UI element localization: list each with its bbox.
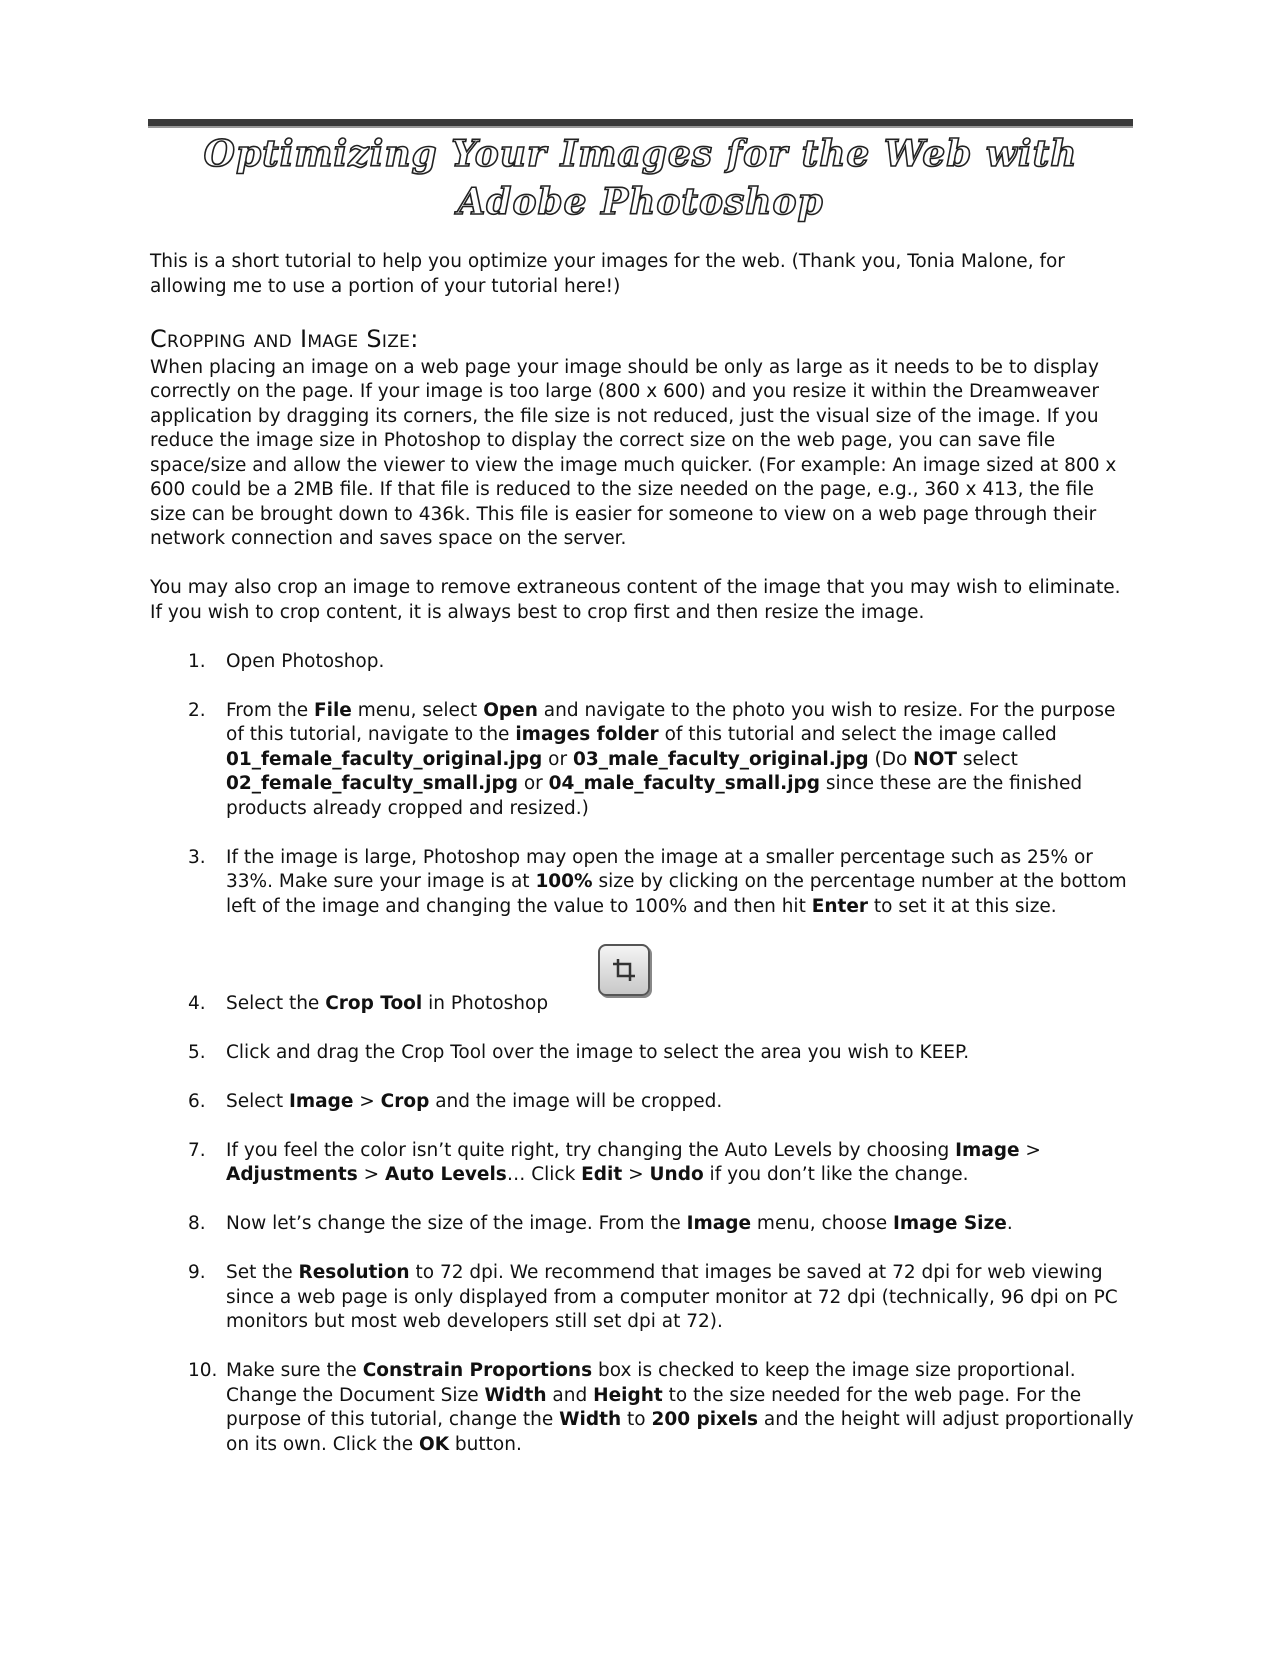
step-10 xyxy=(150,1359,1135,1457)
step-text: select xyxy=(957,748,1018,770)
step-text: Enter xyxy=(811,895,869,917)
step-number: 4. xyxy=(188,992,206,1014)
step-text: > xyxy=(357,1164,386,1185)
step-text: size by clicking on the percentage number at the bottom left of the image and changing the value to 100% and then hit xyxy=(226,871,1127,917)
step-text: OK xyxy=(418,1433,450,1455)
step-text: 01_female_faculty_original.jpg xyxy=(226,748,543,770)
step-text: to set it at this size. xyxy=(868,895,1057,917)
step-text: to the size needed for the web page. For the purpose of this tutorial, change the xyxy=(226,1384,1082,1430)
steps-list xyxy=(150,650,1135,1458)
step-text: menu, choose xyxy=(751,1213,893,1234)
step-text: menu, select xyxy=(351,699,484,721)
step-text: since these are the finished products already cropped and resized.) xyxy=(226,773,1083,819)
step-number: 6. xyxy=(188,1090,206,1112)
step-text: Height xyxy=(593,1384,663,1406)
step-2 xyxy=(150,699,1135,822)
step-text: if you don’t like the change. xyxy=(703,1164,969,1185)
intro-paragraph: This is a short tutorial to help you optimize your images for the web. (Thank you, Tonia Malone, for allowing me to use a portion of your tutorial here!) xyxy=(150,251,1065,297)
step-text: If you feel the color isn’t quite right, try changing the Auto Levels by choosing xyxy=(226,1139,956,1161)
step-text: Edit xyxy=(581,1164,623,1185)
step-text: and xyxy=(546,1384,594,1406)
step-6 xyxy=(150,1090,1135,1115)
step-text: Auto Levels xyxy=(385,1164,507,1185)
step-text: 100% xyxy=(535,871,593,892)
step-text: File xyxy=(313,699,352,721)
step-text: . xyxy=(1006,1213,1013,1234)
step-number: 5. xyxy=(188,1041,206,1063)
step-text: Image xyxy=(288,1090,354,1112)
step-text: If the image is large, Photoshop may open the image at a smaller percentage such as 25% or 33%. Make sure your image is at xyxy=(226,846,1093,892)
step-8 xyxy=(150,1212,1135,1237)
step-text: of this tutorial and select the image called xyxy=(658,724,1057,745)
step-text: to xyxy=(621,1409,652,1430)
step-text: (Do xyxy=(868,748,914,770)
body-paragraph-1: When placing an image on a web page your image should be only as large as it needs to be to display correctly on the page. If your image is too large (800 x 600) and you resize it within the Dreamweaver application by dragging its corners, the file size is not reduced, just the visual size of the image. If you reduce the image size in Photoshop to display the correct size on the web page, you can save file space/size and allow the viewer to view the image much quicker. (For example: An image sized at 800 x 600 could be a 2MB file. If that file is reduced to the size needed on the page, e.g., 360 x 413, the file size can be brought down to 436k. This file is easier for someone to view on a web page through their network connection and saves space on the server. xyxy=(150,356,1117,549)
step-text: Constrain Proportions xyxy=(362,1360,593,1381)
step-1 xyxy=(150,650,1135,675)
step-text: and the image will be cropped. xyxy=(429,1090,723,1112)
step-text: Open xyxy=(483,699,538,721)
step-text: Make sure the xyxy=(226,1360,363,1381)
step-text: Adjustments xyxy=(226,1164,358,1185)
step-text: and the height will adjust proportionally on its own. Click the xyxy=(226,1409,1134,1455)
step-text: From the xyxy=(226,699,314,721)
step-text: box is checked to keep the image size proportional. Change the Document Size xyxy=(226,1360,1076,1406)
step-text: 04_male_faculty_small.jpg xyxy=(548,773,821,794)
step-text: or xyxy=(542,748,573,770)
step-text: Image xyxy=(686,1213,752,1234)
step-number: 9. xyxy=(188,1262,206,1283)
step-text: Select the xyxy=(226,992,326,1014)
step-text: Resolution xyxy=(298,1262,410,1283)
step-text: > xyxy=(622,1164,650,1185)
step-text: 200 pixels xyxy=(651,1409,758,1430)
step-text: Click and drag the Crop Tool over the image to select the area you wish to KEEP. xyxy=(226,1041,970,1063)
step-7 xyxy=(150,1139,1135,1188)
step-text: or xyxy=(517,773,549,794)
step-text: Image xyxy=(955,1139,1020,1161)
step-number: 8. xyxy=(188,1213,206,1234)
section-heading: Cropping and Image Size: xyxy=(150,324,419,353)
step-text: Crop xyxy=(380,1090,430,1112)
step-text: to 72 dpi. We recommend that images be saved at 72 dpi for web viewing since a web page is only displayed from a computer monitor at 72 dpi (technically, 96 dpi on PC monitors but most web developers still set dpi at 72). xyxy=(226,1262,1118,1332)
step-number: 3. xyxy=(188,846,206,868)
crop-tool-icon xyxy=(598,944,650,996)
step-text: NOT xyxy=(913,748,958,770)
step-text: > xyxy=(353,1090,381,1112)
step-text: 02_female_faculty_small.jpg xyxy=(226,773,518,794)
step-text: Width xyxy=(559,1409,622,1430)
step-text: images folder xyxy=(515,724,659,745)
step-text: in Photoshop xyxy=(422,992,549,1014)
step-text: Now let’s change the size of the image. From the xyxy=(226,1213,687,1234)
step-5 xyxy=(150,1041,1135,1066)
document-title: Optimizing Your Images for the Web with Adobe Photoshop xyxy=(203,133,1078,223)
step-text: Set the xyxy=(226,1262,299,1283)
step-3 xyxy=(150,846,1135,920)
step-text: 03_male_faculty_original.jpg xyxy=(572,748,869,770)
body-paragraph-2: You may also crop an image to remove extraneous content of the image that you may wish to eliminate. If you wish to crop content, it is always best to crop first and then resize the image. xyxy=(150,577,1121,623)
step-text: Select xyxy=(226,1090,289,1112)
step-number: 1. xyxy=(188,650,206,672)
step-text: > xyxy=(1019,1139,1041,1161)
step-4 xyxy=(150,944,1135,1017)
document-body xyxy=(150,250,1135,1482)
step-text: Width xyxy=(484,1384,547,1406)
step-number: 2. xyxy=(188,699,206,721)
step-text: Crop Tool xyxy=(325,992,423,1014)
step-9 xyxy=(150,1261,1135,1335)
step-text: … Click xyxy=(506,1164,582,1185)
step-number: 10. xyxy=(188,1360,218,1381)
step-number: 7. xyxy=(188,1139,206,1161)
step-text: Image Size xyxy=(892,1213,1007,1234)
step-text: and navigate to the photo you wish to resize. For the purpose of this tutorial, navigate to the xyxy=(226,699,1116,745)
header-rule xyxy=(148,119,1133,128)
step-text: Undo xyxy=(649,1164,704,1185)
step-text: Open Photoshop. xyxy=(226,650,385,672)
step-text: button. xyxy=(449,1433,522,1455)
